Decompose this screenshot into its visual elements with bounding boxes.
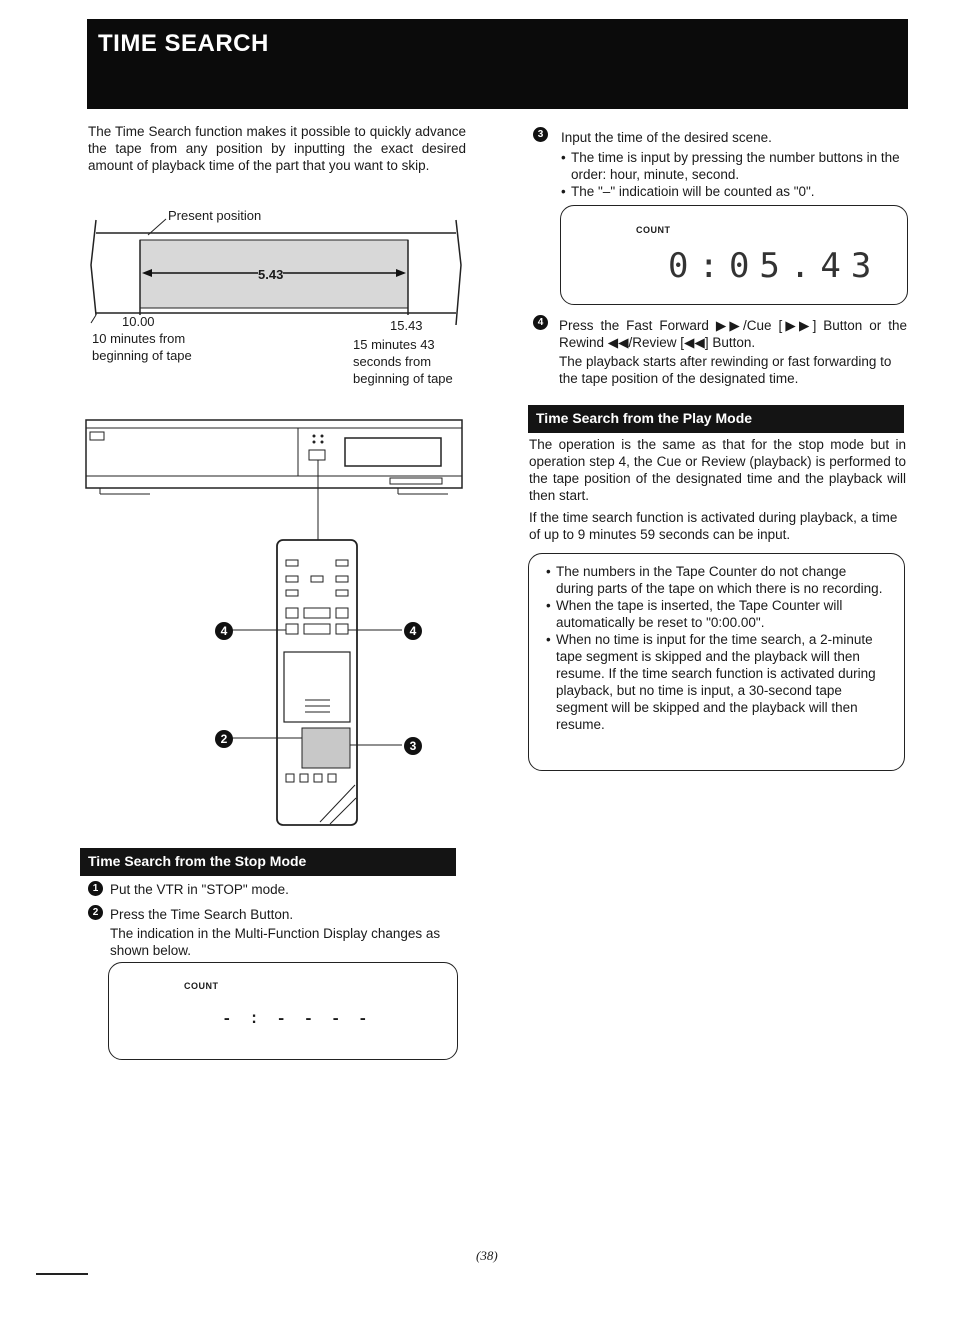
present-position-label: Present position (168, 208, 262, 223)
page-number: (38) (476, 1248, 498, 1263)
intro-paragraph: The Time Search function makes it possible to quickly advance the tape from any position by inputting the exact desired amount of playback time of the part that you want to skip. (88, 124, 466, 173)
stop-mode-heading: Time Search from the Stop Mode (80, 848, 456, 876)
step1-badge: 1 (88, 881, 103, 896)
step3-display-count-label: COUNT (636, 225, 671, 235)
footer-rule (36, 1273, 88, 1275)
note-item: • When no time is input for the time search, a 2-minute tape segment is skipped and the playback will then resume. If the time search function is activated during playback, but no time is input, a 30-second tape segment will be skipped and the playback will then resume. (546, 631, 886, 733)
step4-line2: The playback starts after rewinding or fast forwarding to the tape position of the designated time. (559, 354, 892, 386)
step2-title: Press the Time Search Button. (110, 907, 294, 922)
notes-list (546, 563, 886, 733)
page-title: TIME SEARCH (98, 30, 269, 57)
start-time-label: 10.00 (122, 314, 155, 329)
step2-text: The indication in the Multi-Function Display changes as shown below. (110, 926, 441, 958)
step3-bullet: • The "–" indicatioin will be counted as "0". (561, 183, 909, 200)
stop-display-count-label: COUNT (184, 981, 219, 991)
callout-step4-left: 4 (215, 622, 233, 640)
end-time-label: 15.43 (390, 318, 423, 333)
step4-badge: 4 (533, 315, 548, 330)
step1-text: Put the VTR in "STOP" mode. (110, 882, 289, 897)
step3-badge: 3 (533, 127, 548, 142)
step3-display-value: 0:05.43 (668, 246, 882, 286)
note-item: • When the tape is inserted, the Tape Counter will automatically be reset to "0:00.00". (546, 597, 886, 631)
play-mode-heading: Time Search from the Play Mode (528, 405, 904, 433)
step4-line1: Press the Fast Forward ▶▶/Cue [▶▶] Button or the Rewind ◀◀/Review [◀◀] Button. (559, 318, 907, 350)
callout-step3: 3 (404, 737, 422, 755)
callout-step4-right: 4 (404, 622, 422, 640)
play-mode-para2: If the time search function is activated during playback, a time of up to 9 minutes 59 seconds can be input. (529, 510, 898, 542)
start-time-caption: 10 minutes from beginning of tape (92, 331, 192, 363)
note-item: • The numbers in the Tape Counter do not change during parts of the tape on which there is no recording. (546, 563, 886, 597)
delta-time-label: 5.43 (258, 267, 284, 282)
stop-display-value: - : - - - - (222, 1010, 372, 1028)
step2-badge: 2 (88, 905, 103, 920)
callout-step2: 2 (215, 730, 233, 748)
step3-bullets (561, 149, 909, 200)
play-mode-para1: The operation is the same as that for the stop mode but in operation step 4, the Cue or Review (playback) is performed to the tape position of the designated time and the playback will then start. (529, 437, 906, 503)
end-time-caption: 15 minutes 43 seconds from beginning of tape (353, 337, 453, 386)
step3-bullet: • The time is input by pressing the number buttons in the order: hour, minute, second. (561, 149, 909, 183)
step3-title: Input the time of the desired scene. (561, 130, 772, 145)
